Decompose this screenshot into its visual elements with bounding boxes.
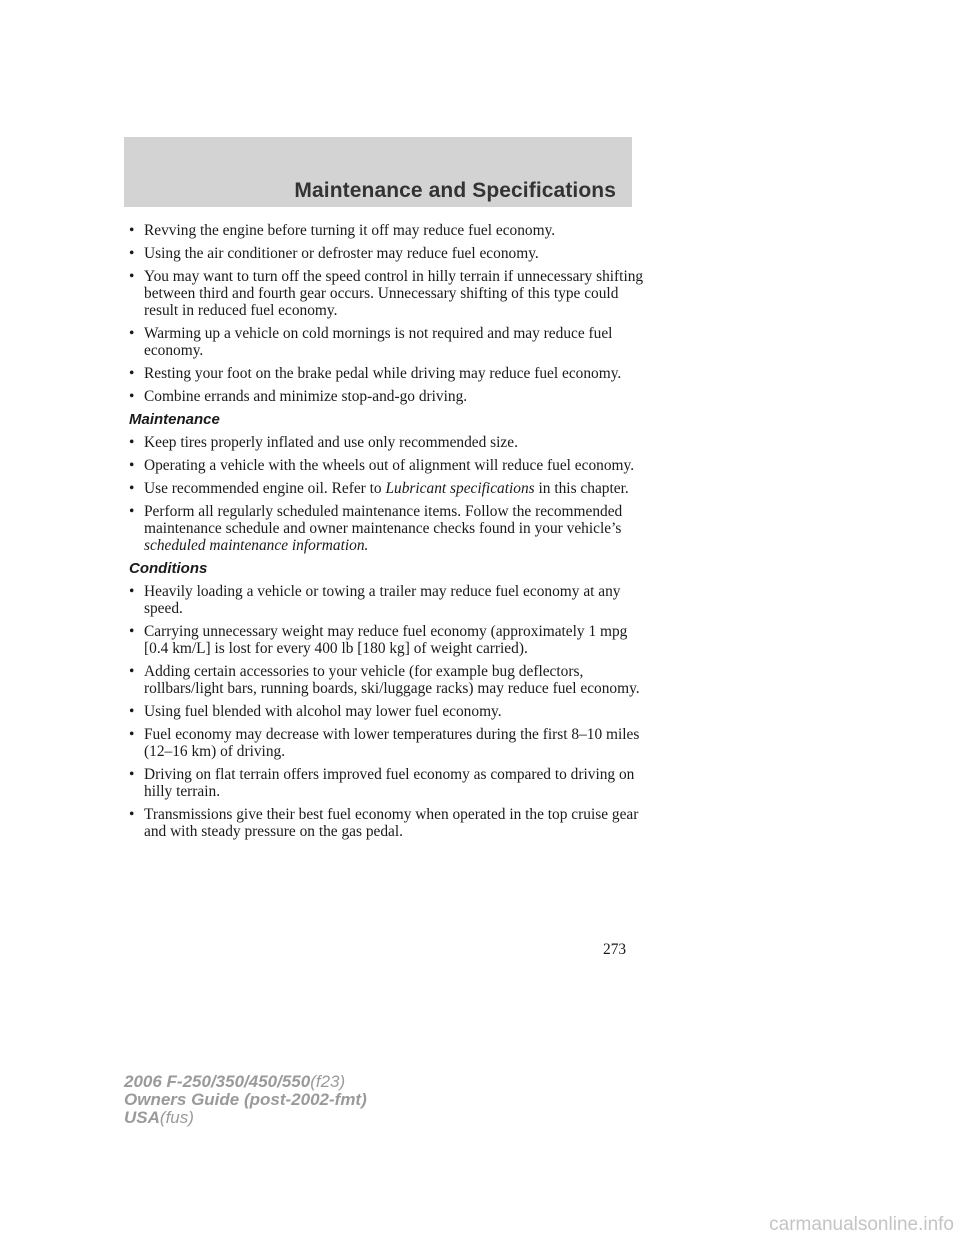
- list-item: • Use recommended engine oil. Refer to Lubricant specifications in this chapter.: [129, 480, 629, 497]
- bullet-icon: •: [129, 434, 135, 451]
- footer-model-line: 2006 F-250/350/450/550(f23): [124, 1072, 346, 1091]
- list-item: • Transmissions give their best fuel economy when operated in the top cruise gear and with steady pressure on the gas pedal.: [129, 806, 639, 840]
- bullet-icon: •: [129, 365, 135, 382]
- list-item: • Adding certain accessories to your vehicle (for example bug deflectors, rollbars/light bars, running boards, ski/luggage racks) may reduce fuel economy.: [129, 663, 640, 697]
- cross-reference-link: Lubricant specifications: [385, 480, 535, 497]
- footer-title-line: Owners Guide (post-2002-fmt): [124, 1090, 367, 1109]
- bullet-icon: •: [129, 457, 135, 474]
- list-item: • Revving the engine before turning it off may reduce fuel economy.: [129, 222, 556, 239]
- maintenance-heading: Maintenance: [129, 411, 220, 428]
- footer-region-line: USA(fus): [124, 1108, 194, 1127]
- bullet-icon: •: [129, 222, 135, 239]
- bullet-icon: •: [129, 703, 135, 720]
- list-item: • Keep tires properly inflated and use only recommended size.: [129, 434, 518, 451]
- list-item: • Driving on flat terrain offers improved fuel economy as compared to driving on hilly terrain.: [129, 766, 635, 800]
- bullet-icon: •: [129, 245, 135, 262]
- bullet-icon: •: [129, 480, 135, 497]
- list-item: • Resting your foot on the brake pedal while driving may reduce fuel economy.: [129, 365, 622, 382]
- list-item: • Heavily loading a vehicle or towing a trailer may reduce fuel economy at any speed.: [129, 583, 621, 617]
- bullet-icon: •: [129, 623, 135, 640]
- site-watermark: carmanualsonline.info: [769, 1214, 954, 1235]
- bullet-icon: •: [129, 663, 135, 680]
- list-item: • Combine errands and minimize stop-and-go driving.: [129, 388, 468, 405]
- list-item: • Fuel economy may decrease with lower temperatures during the first 8–10 miles (12–16 km) of driving.: [129, 726, 640, 760]
- section-header-title: Maintenance and Specifications: [294, 179, 616, 202]
- bullet-icon: •: [129, 583, 135, 600]
- list-item: • Warming up a vehicle on cold mornings is not required and may reduce fuel economy.: [129, 325, 613, 359]
- cross-reference-link: scheduled maintenance information.: [144, 537, 369, 554]
- list-item: • Operating a vehicle with the wheels out of alignment will reduce fuel economy.: [129, 457, 635, 474]
- list-item: • Carrying unnecessary weight may reduce fuel economy (approximately 1 mpg [0.4 km/L] is lost for every 400 lb [180 kg] of weight carried).: [129, 623, 628, 657]
- bullet-icon: •: [129, 726, 135, 743]
- list-item: • Using fuel blended with alcohol may lower fuel economy.: [129, 703, 502, 720]
- document-footer: [124, 1073, 367, 1127]
- section-header-band: [124, 137, 632, 207]
- list-item: • Perform all regularly scheduled maintenance items. Follow the recommended maintenance schedule and owner maintenance checks found in your vehicle’s scheduled maintenance information.: [129, 503, 623, 554]
- bullet-icon: •: [129, 766, 135, 783]
- bullet-icon: •: [129, 268, 135, 285]
- page-body: [129, 222, 649, 846]
- list-item: • You may want to turn off the speed control in hilly terrain if unnecessary shifting between third and fourth gear occurs. Unnecessary shifting of this type could result in reduced fuel economy.: [129, 268, 644, 319]
- page-number: 273: [603, 941, 627, 958]
- bullet-icon: •: [129, 503, 135, 520]
- bullet-icon: •: [129, 325, 135, 342]
- bullet-icon: •: [129, 388, 135, 405]
- list-item: • Using the air conditioner or defroster may reduce fuel economy.: [129, 245, 539, 262]
- conditions-heading: Conditions: [129, 560, 208, 577]
- bullet-icon: •: [129, 806, 135, 823]
